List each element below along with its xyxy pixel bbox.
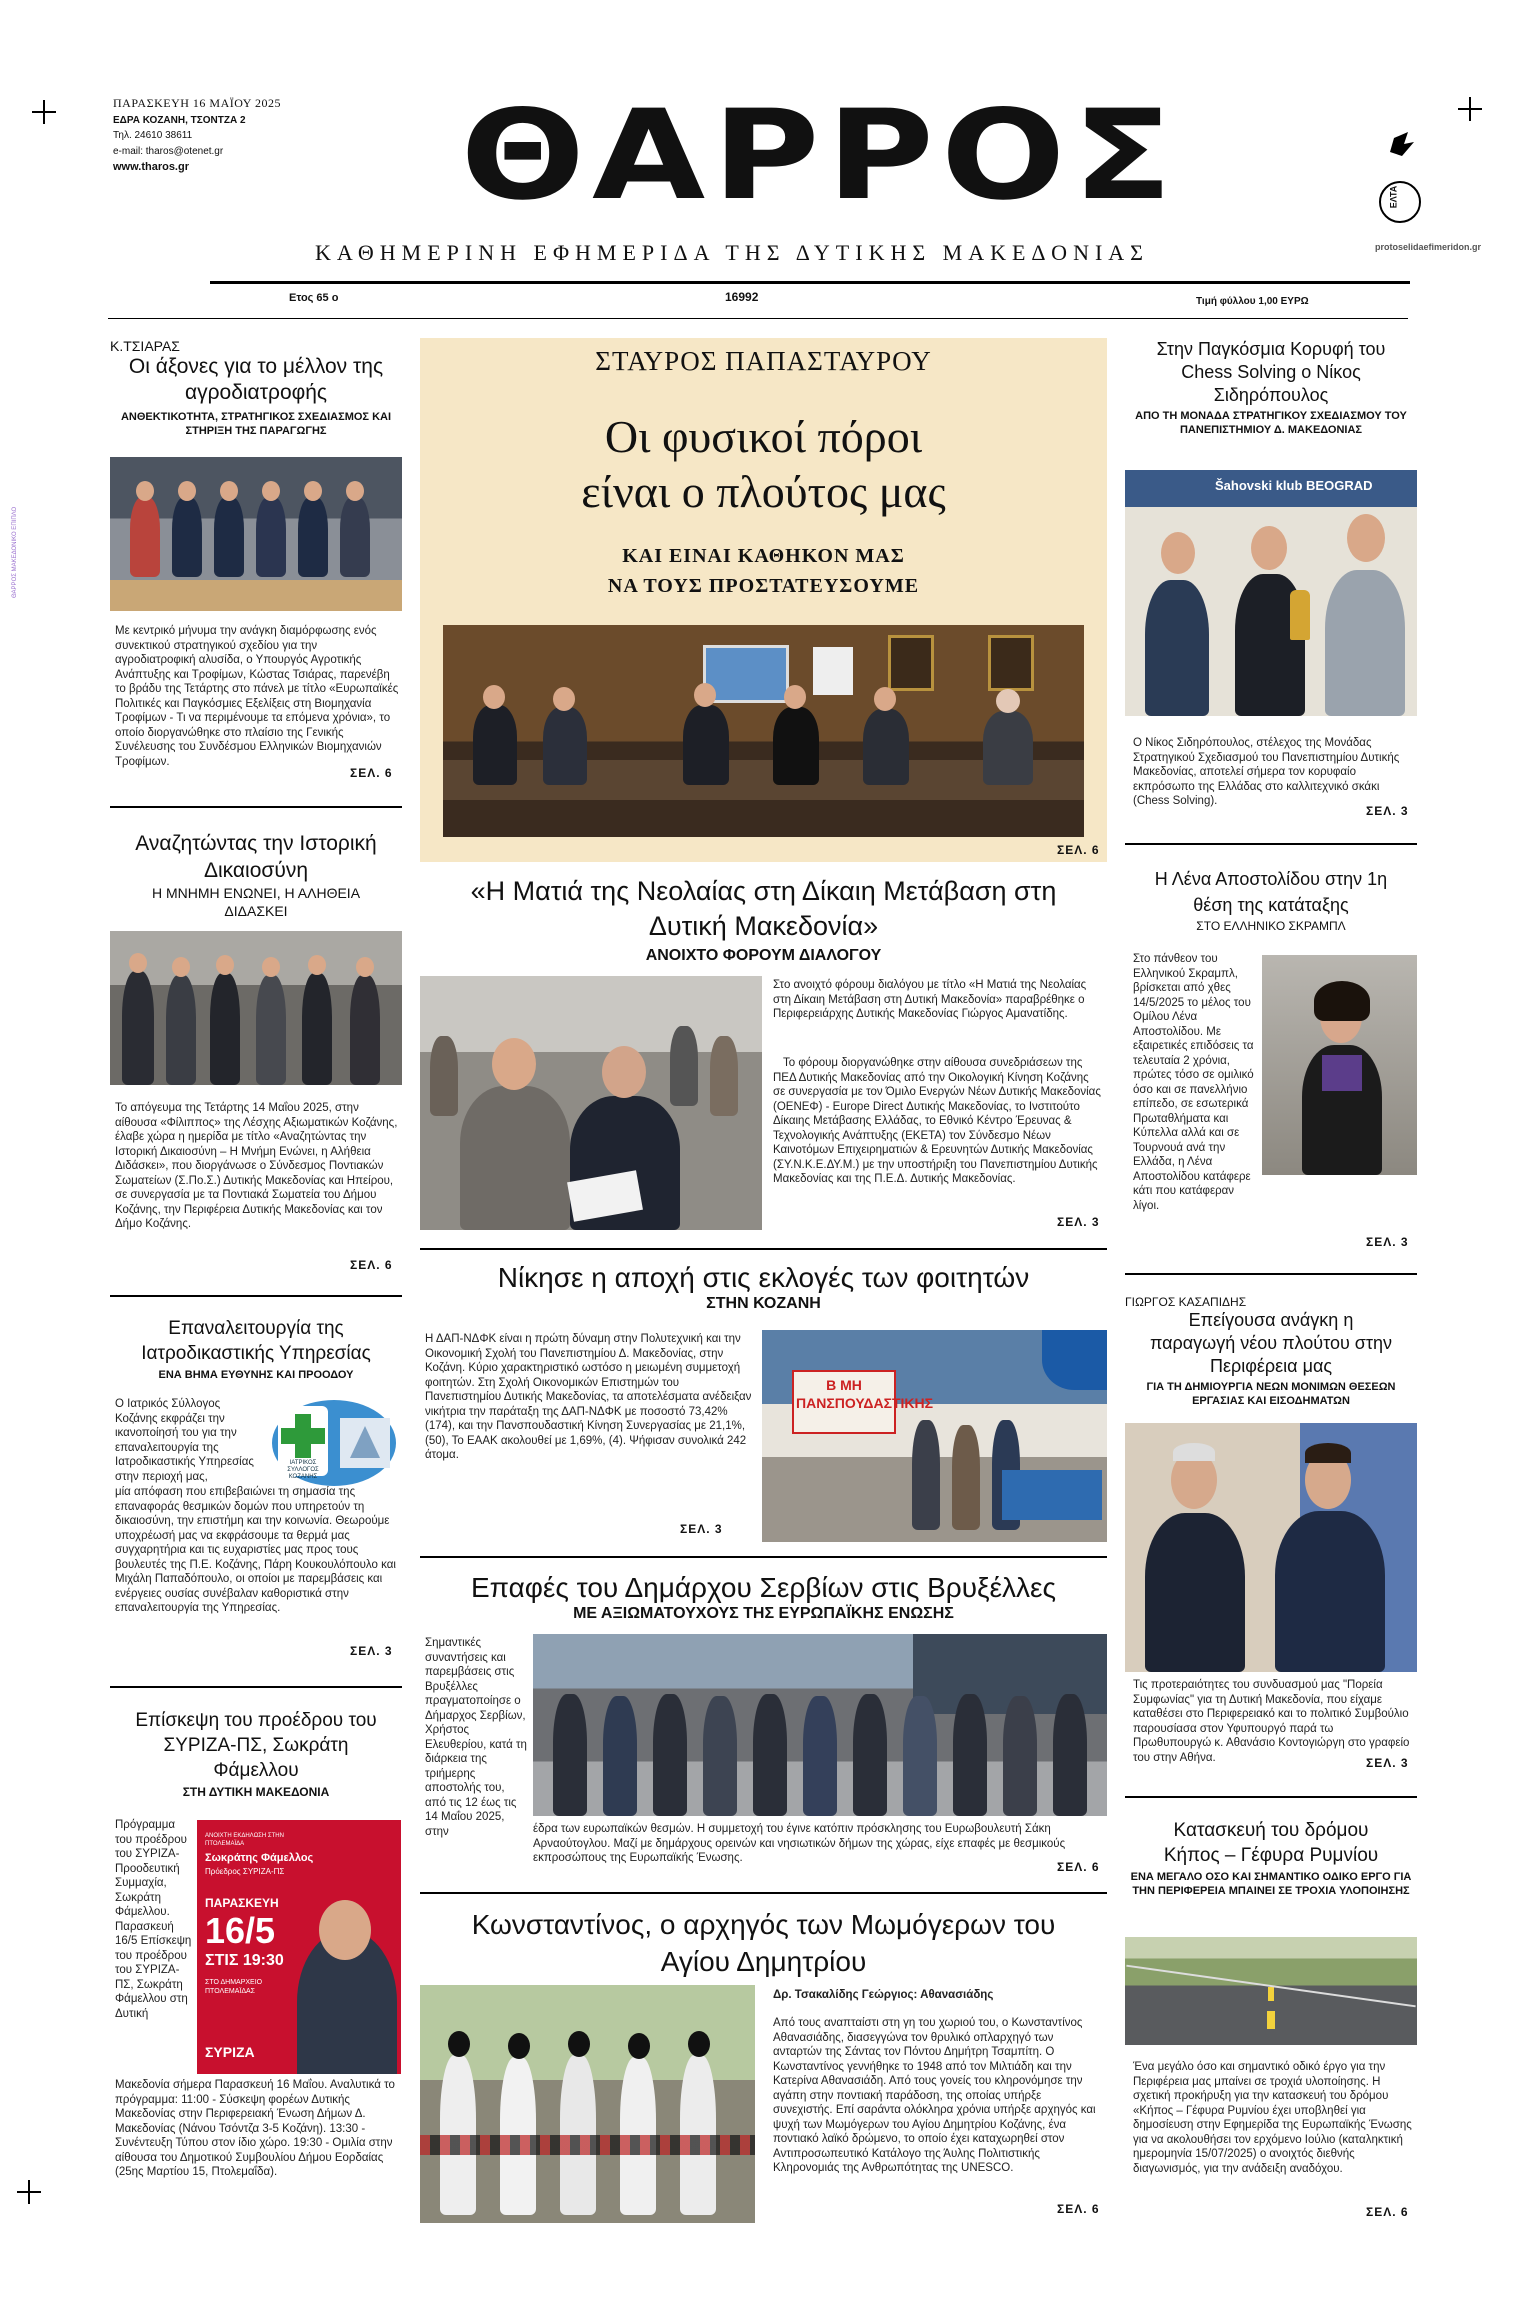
- article-subtitle: ΣΤΟ ΕΛΛΗΝΙΚΟ ΣΚΡΑΜΠΛ: [1196, 919, 1346, 933]
- right-article-1[interactable]: [1125, 338, 1417, 437]
- divider: [420, 1892, 1107, 1894]
- article-author: ΓΙΩΡΓΟΣ ΚΑΣΑΠΙΔΗΣ: [1125, 1295, 1247, 1309]
- article-body: Στο πάνθεον του Ελληνικού Σκραμπλ, βρίσκεται από χθες 14/5/2025 το μέλος του Ομίλου Λένα Αποστολίδου. Με εξαιρετικές επιδόσεις τα τελευταία 2 χρόνια, πρώτες τόσο σε ομιλικό όσο και σε πανελλήνιο επίπεδο, σε εσωτερικά Πρωταθλήματα και Κύπελλα αλλά και σε Τουρνουά ανά την Ελλάδα, η Λένα Αποστολίδου κατάφερε κάτι που κατάφεραν λίγοι.: [1133, 953, 1254, 1212]
- article-title[interactable]: Η Λένα Αποστολίδου στην 1η θέση της κατάταξης: [1154, 869, 1388, 915]
- poster-top: ΑΝΟΙΧΤΗ ΕΚΔΗΛΩΣΗ ΣΤΗΝ ΠΤΟΛΕΜΑΪΔΑ: [205, 1833, 284, 1847]
- article-title[interactable]: Κωνσταντίνος, ο αρχηγός των Μωμόγερων του Αγίου Δημητρίου: [471, 1909, 1056, 1977]
- address: ΕΔΡΑ ΚΟΖΑΝΗ, ΤΣΟΝΤΖΑ 2: [113, 115, 246, 126]
- poster-head: [319, 1900, 371, 1960]
- article-byline: Δρ. Τσακαλίδης Γεώργιος: Αθανασιάδης: [773, 1989, 994, 2001]
- newspaper-logo: ΘΑΡΡΟΣ: [460, 84, 1180, 228]
- article-body: Τις προτεραιότητες του συνδυασμού μας "Πορεία Συμφωνίας" για τη Δυτική Μακεδονία, που είχαμε καταθέσει στο Περιφερειακό και το πολιτικό Συμβούλιο παρουσίασα στον Υφυπουργό παρά τω Πρωθυπουργώ κ. Αθανάσιο Κοντογιώργη στο γραφείο του στην Αθήνα.: [1133, 1679, 1410, 1764]
- left-article-4[interactable]: [110, 1708, 402, 1800]
- protest-banner: Β ΜΗ ΠΑΝΣΠΟΥΔΑΣΤΙΚΗΣ: [796, 1377, 934, 1411]
- article-title[interactable]: Επίσκεψη του προέδρου του ΣΥΡΙΖΑ-ΠΣ, Σωκράτη Φάμελλου: [135, 1710, 377, 1781]
- article-author: Κ.ΤΣΙΑΡΑΣ: [110, 338, 180, 354]
- article-subtitle: Η ΜΝΗΜΗ ΕΝΩΝΕΙ, Η ΑΛΗΘΕΙΑ ΔΙΔΑΣΚΕΙ: [151, 885, 361, 919]
- divider: [110, 1686, 402, 1688]
- article-subtitle: ΕΝΑ ΒΗΜΑ ΕΥΘΥΝΗΣ ΚΑΙ ΠΡΟΟΔΟΥ: [158, 1369, 354, 1381]
- date-rule: [108, 318, 1408, 319]
- left-article-1[interactable]: [110, 338, 402, 438]
- article-title[interactable]: «Η Ματιά της Νεολαίας στη Δίκαιη Μετάβαση στη Δυτική Μακεδονία»: [470, 876, 1057, 941]
- center-article-2[interactable]: [420, 1260, 1107, 1312]
- article-title[interactable]: Οι άξονες για το μέλλον της αγροδιατροφής: [128, 355, 384, 404]
- article-subtitle: ΣΤΗΝ ΚΟΖΑΝΗ: [706, 1295, 821, 1312]
- lead-subtitle-1: ΚΑΙ ΕΙΝΑΙ ΚΑΘΗΚΟΝ ΜΑΣ: [622, 545, 905, 567]
- article-title[interactable]: Κατασκευή του δρόμου Κήπος – Γέφυρα Ρυμνίου: [1163, 1820, 1379, 1866]
- poster-party: ΣΥΡΙΖΑ: [205, 2044, 255, 2060]
- phone: Τηλ. 24610 38611: [113, 130, 193, 141]
- article-title[interactable]: Στην Παγκόσμια Κορυφή του Chess Solving ο Νίκος Σιδηρόπουλος: [1156, 339, 1386, 405]
- article-body: μία απόφαση που επιβεβαιώνει τη σημασία της επαναφοράς θεσμικών δομών που υπηρετούν τη δικαιοσύνη, την επιστήμη και την κοινωνία. Θεωρούμε υποχρέωσή μας να εκφράσουμε τα θερμά μας συγχαρητήρια και τις ευχαριστίες μας προς τους βουλευτές της Π.Ε. Κοζάνης, Πάρη Κουκουλόπουλο και Μιχάλη Παπαδόπουλο, οι οποίοι με παρεμβάσεις και ενέργειες ουσίας συνέβαλαν καθοριστικά στην επαναλειτουργία της Υπηρεσίας.: [115, 1486, 396, 1614]
- brussels-group-photo: [533, 1634, 1107, 1816]
- website[interactable]: www.tharos.gr: [113, 161, 189, 173]
- crop-mark-top-left: [32, 100, 56, 124]
- lead-subtitle-2: ΝΑ ΤΟΥΣ ΠΡΟΣΤΑΤΕΥΣΟΥΜΕ: [607, 575, 920, 597]
- issue-date: ΠΑΡΑΣΚΕΥΗ 16 ΜΑΪΟΥ 2025: [113, 96, 282, 110]
- crop-mark-top-right: [1458, 97, 1482, 121]
- page-ref[interactable]: ΣΕΛ. 6: [1057, 2202, 1100, 2216]
- divider: [110, 1295, 402, 1297]
- article-title[interactable]: Επαφές του Δημάρχου Σερβίων στις Βρυξέλλες: [470, 1572, 1057, 1603]
- page-ref[interactable]: ΣΕΛ. 6: [350, 766, 393, 780]
- article-title[interactable]: Νίκησε η αποχή στις εκλογές των φοιτητών: [497, 1262, 1030, 1293]
- poster-day: ΠΑΡΑΣΚΕΥΗ: [205, 1896, 279, 1910]
- lead-kicker: ΣΤΑΥΡΟΣ ΠΑΠΑΣΤΑΥΡΟΥ: [595, 346, 932, 376]
- page-ref[interactable]: ΣΕΛ. 6: [350, 1258, 393, 1272]
- lead-meeting-photo: [443, 625, 1084, 837]
- year: Ετος 65 ο: [289, 292, 339, 304]
- side-vertical-text: ΘΑΡΡΟΣ ΜΑΚΕΔΟΝΙΚΟ ΕΠΙΠΛΟ: [12, 506, 18, 598]
- center-article-1[interactable]: [420, 874, 1107, 964]
- source-watermark: protoselidaefimeridon.gr: [1375, 242, 1482, 252]
- article-body: Ο Νίκος Σιδηρόπουλος, στέλεχος της Μονάδας Στρατηγικού Σχεδιασμού του Πανεπιστημίου Δυτικής Μακεδονίας, αποτελεί σήμερα τον κορυφαίο εκπρόσωπο της Ελλάδας στο καλλιτεχνικό σκάκι (Chess Solving).: [1133, 737, 1400, 807]
- left-article-3[interactable]: [110, 1316, 402, 1382]
- divider: [1125, 843, 1417, 845]
- center-article-4[interactable]: [420, 1906, 1107, 1980]
- article-subtitle: ΕΝΑ ΜΕΓΑΛΟ ΟΣΟ ΚΑΙ ΣΗΜΑΝΤΙΚΟ ΟΔΙΚΟ ΕΡΓΟ ΓΙΑ ΤΗΝ ΠΕΡΙΦΕΡΕΙΑ ΜΠΑΙΝΕΙ ΣΕ ΤΡΟΧΙΑ ΥΛΟΠΟΙΗΣΗΣ: [1130, 1871, 1412, 1897]
- article-title[interactable]: Επείγουσα ανάγκη η παραγωγή νέου πλούτου στην Περιφέρεια μας: [1149, 1310, 1393, 1376]
- article-body: Η ΔΑΠ-ΝΔΦΚ είναι η πρώτη δύναμη στην Πολυτεχνική και την Οικονομική Σχολή του Πανεπιστημίου Δ. Μακεδονίας, στην Κοζάνη. Κύριο χαρακτηριστικό ωστόσο η μειωμένη συμμετοχή φοιτητών. Στη Σχολή Οικονομικών Επιστημών του Πανεπιστημίου Δυτικής Μακεδονίας, τα αποτελέσματα ανέδειξαν νικήτρια την παράταξη της ΔΑΠ-ΝΔΦΚ με ποσοστό 73,42% (174), και την Πανσπουδαστική Κίνηση Συνεργασίας με 21,1%, (50), Το ΕΑΑΚ ακολουθεί με 1,69%, (4). Ψήφισαν συνολικά 242 άτομα.: [425, 1333, 752, 1461]
- divider: [110, 806, 402, 808]
- elta-stamp: [1378, 130, 1426, 226]
- article-body-1: Στο ανοιχτό φόρουμ διαλόγου με τίτλο «Η Ματιά της Νεολαίας στη Δίκαιη Μετάβαση στη Δυτική Μακεδονία» παραβρέθηκε ο Περιφερειάρχης Δυτικής Μακεδονίας Γιώργος Αμανατίδης.: [773, 979, 1087, 1020]
- price: Τιμή φύλλου 1,00 ΕΥΡΩ: [1196, 296, 1309, 307]
- crop-mark-bottom-left: [17, 2180, 41, 2204]
- poster-place: ΣΤΟ ΔΗΜΑΡΧΕΙΟ ΠΤΟΛΕΜΑΪΔΑΣ: [205, 1979, 263, 1995]
- logo-caption: ΙΑΤΡΙΚΟΣ ΣΥΛΛΟΓΟΣ ΚΟΖΑΝΗΣ: [287, 1460, 319, 1480]
- article-body: Το απόγευμα της Τετάρτης 14 Μαΐου 2025, στην αίθουσα «Φίλιππος» της Λέσχης Αξιωματικών Κοζάνης, έλαβε χώρα η ημερίδα με τίτλο «Αναζητώντας την Ιστορική Δικαιοσύνη – Η Μνήμη Ενώνει, η Αλήθεια Διδάσκει», που διοργάνωσε ο Σύνδεσμος Ποντιακών Σωματείων (Σ.Πο.Σ.) Δυτικής Μακεδονίας και Ηπείρου, σε συνεργασία με τα Ποντιακά Σωματεία του Δήμου Κοζάνης, την Περιφέρεια Δυτικής Μακεδονίας και τον Δήμο Κοζάνης.: [115, 1102, 398, 1230]
- memorial-event-photo: [110, 931, 402, 1085]
- divider: [1125, 1796, 1417, 1798]
- center-article-3[interactable]: [420, 1570, 1107, 1622]
- article-body: Με κεντρικό μήνυμα την ανάγκη διαμόρφωσης ενός συνεκτικού στρατηγικού σχεδίου για την αγροδιατροφική αλυσίδα, ο Υπουργός Αγροτικής Ανάπτυξης και Τροφίμων, Κώστας Τσιάρας, παρενέβη το βράδυ της Τετάρτης στο πάνελ με τίτλο «Ευρωπαϊκές Πολιτικές και Παγκόσμιες Εξελίξεις στη Βιομηχανία Τροφίμων - Τι να περιμένουμε τα επόμενα χρόνια», το οποίο διοργανώθηκε στο πλαίσιο της Γενικής Συνέλευσης του Συνδέσμου Ελληνικών Βιομηχανιών Τροφίμων.: [115, 625, 399, 768]
- right-article-3[interactable]: [1125, 1295, 1417, 1408]
- article-body: Ένα μεγάλο όσο και σημαντικό οδικό έργο για την Περιφέρεια μας μπαίνει σε τροχιά υλοποίησης. Η σχετική προκήρυξη για την κατασκευή του δρόμου «Κήπος – Γέφυρα Ρυμνίου έχει υποβληθεί για δημοσίευση στην Εφημερίδα της Ευρωπαϊκής Ένωσης για να ακολουθήσει τον ερχόμενο Ιούλιο (καταληκτική ημερομηνία 15/07/2025) ο ανοιχτός διεθνής διαγωνισμός, για την ανάδειξη αναδόχου.: [1133, 2061, 1412, 2175]
- divider: [1125, 1273, 1417, 1275]
- issue-number: 16992: [725, 290, 759, 304]
- article-subtitle: ΣΤΗ ΔΥΤΙΚΗ ΜΑΚΕΔΟΝΙΑ: [182, 1785, 330, 1799]
- elta-bird-icon: [1378, 130, 1426, 230]
- article-body-side: Σημαντικές συναντήσεις και παρεμβάσεις στις Βρυξέλλες πραγματοποίησε ο Δήμαρχος Σερβίων, Χρήστος Ελευθερίου, κατά τη διάρκεια της τριήμερης αποστολής του, από τις 12 έως τις 14 Μαΐου 2025, στην: [425, 1637, 527, 1838]
- page-ref[interactable]: ΣΕΛ. 6: [1057, 843, 1100, 857]
- chess-banner: Šahovski klub BEOGRAD: [1215, 478, 1373, 493]
- article-title[interactable]: Αναζητώντας την Ιστορική Δικαιοσύνη: [135, 832, 377, 882]
- scrabble-player-photo: [1262, 955, 1417, 1175]
- panel-discussion-photo: [110, 457, 402, 611]
- divider: [420, 1248, 1107, 1250]
- poster-name: Σωκράτης Φάμελλος: [205, 1852, 314, 1864]
- page-ref[interactable]: ΣΕΛ. 3: [350, 1644, 393, 1658]
- article-body: Μακεδονία σήμερα Παρασκευή 16 Μαΐου. Αναλυτικά το πρόγραμμα: 11:00 - Σύσκεψη φορέων Δυτικής Μακεδονίας στην Περιφερειακή Ένωση Δήμων Δ. Μακεδονίας (Νάνου Τσόντζα 3-5 Κοζάνη). 13:30 - Συνέντευξη Τύπου στον ίδιο χώρο. 19:30 - Ομιλία στην αίθουσα του Δημοτικού Συμβουλίου Δήμου Εορδαίας (25ης Μαρτίου 15, Πτολεμαΐδα).: [115, 2079, 395, 2178]
- page-ref[interactable]: ΣΕΛ. 3: [1366, 1235, 1409, 1249]
- article-subtitle: ΓΙΑ ΤΗ ΔΗΜΙΟΥΡΓΙΑ ΝΕΩΝ ΜΟΝΙΜΩΝ ΘΕΣΕΩΝ ΕΡΓΑΣΙΑΣ ΚΑΙ ΕΙΣΟΔΗΜΑΤΩΝ: [1146, 1381, 1396, 1407]
- left-article-2[interactable]: [110, 830, 402, 920]
- momogeri-photo: [420, 1985, 755, 2223]
- divider: [420, 1556, 1107, 1558]
- page-ref[interactable]: ΣΕΛ. 3: [1366, 804, 1409, 818]
- lead-title-line-2[interactable]: είναι ο πλούτος μας: [581, 466, 946, 517]
- poster-role: Πρόεδρος ΣΥΡΙΖΑ-ΠΣ: [205, 1867, 285, 1876]
- masthead-rule: [210, 281, 1410, 284]
- poster-time: ΣΤΙΣ 19:30: [205, 1952, 284, 1969]
- chess-winners-photo: [1125, 470, 1417, 716]
- article-body-top: Ο Ιατρικός Σύλλογος Κοζάνης εκφράζει την ικανοποίησή του για την επαναλειτουργία της Ιατροδικαστικής Υπηρεσίας στην περιοχή μας,: [115, 1398, 254, 1483]
- road-photo: [1125, 1937, 1417, 2045]
- syriza-event-poster: [197, 1820, 401, 2074]
- right-article-4[interactable]: [1125, 1818, 1417, 1898]
- page-ref[interactable]: ΣΕΛ. 6: [1366, 2205, 1409, 2219]
- article-subtitle: ΑΠΟ ΤΗ ΜΟΝΑΔΑ ΣΤΡΑΤΗΓΙΚΟΥ ΣΧΕΔΙΑΣΜΟΥ ΤΟΥ ΠΑΝΕΠΙΣΤΗΜΙΟΥ Δ. ΜΑΚΕΔΟΝΙΑΣ: [1135, 410, 1407, 436]
- article-body-2: Το φόρουμ διοργανώθηκε στην αίθουσα συνεδριάσεων της ΠΕΔ Δυτικής Μακεδονίας από την Οικολογική Κίνηση Κοζάνης σε συνεργασία με τον Όμιλο Ενεργών Νέων Δυτικής Μακεδονίας (ΟΕΝΕΦ) - Europe Direct Δυτικής Μακεδονίας, το Ινστιτούτο Δίκαιης Μετάβασης Ελλάδας, το Εθνικό Κέντρο Έρευνας & Τεχνολογικής Ανάπτυξης (ΕΚΕΤΑ) τον Σύνδεσμο Νέων Καινοτόμων Επιχειρηματιών & Ερευνητών Δυτικής Μακεδονίας (ΣΥ.Ν.Κ.Ε.ΔΥ.Μ.) με την υποστήριξη του Πανεπιστημίου Δυτικής Μακεδονίας και της Π.Ε.Δ. Δυτικής Μακεδονίας.: [773, 1057, 1101, 1185]
- page-ref[interactable]: ΣΕΛ. 3: [1057, 1215, 1100, 1229]
- page-ref[interactable]: ΣΕΛ. 3: [1366, 1756, 1409, 1770]
- meeting-minister-photo: [1125, 1423, 1417, 1672]
- student-elections-photo: [762, 1330, 1107, 1542]
- article-title[interactable]: Επαναλειτουργία της Ιατροδικαστικής Υπηρεσίας: [141, 1318, 371, 1364]
- article-subtitle: ΑΝΘΕΚΤΙΚΟΤΗΤΑ, ΣΤΡΑΤΗΓΙΚΟΣ ΣΧΕΔΙΑΣΜΟΣ ΚΑΙ ΣΤΗΡΙΞΗ ΤΗΣ ΠΑΡΑΓΩΓΗΣ: [120, 411, 392, 437]
- email: e-mail: tharos@otenet.gr: [113, 146, 224, 157]
- medical-association-logo: [270, 1398, 398, 1488]
- article-subtitle: ΜΕ ΑΞΙΩΜΑΤΟΥΧΟΥΣ ΤΗΣ ΕΥΡΩΠΑΪΚΗΣ ΕΝΩΣΗΣ: [573, 1605, 954, 1622]
- right-article-2[interactable]: [1125, 866, 1417, 934]
- article-subtitle: ΑΝΟΙΧΤΟ ΦΟΡΟΥΜ ΔΙΑΛΟΓΟΥ: [645, 947, 882, 964]
- page-ref[interactable]: ΣΕΛ. 3: [680, 1522, 723, 1536]
- elta-label: ΕΛΤΑ: [1388, 185, 1399, 209]
- page-ref[interactable]: ΣΕΛ. 6: [1057, 1860, 1100, 1874]
- article-body: έδρα των ευρωπαϊκών θεσμών. Η συμμετοχή του έγινε κατόπιν πρόσκλησης του Ευρωβουλευτή Σάκη Αρναούτογλου. Μαζί με δημάρχους ορεινών και νησιωτικών δήμων της χώρας, είχε επαφές με θεσμικούς εκπροσώπους της Ευρωπαϊκής Ένωσης.: [533, 1823, 1066, 1864]
- article-body-side: Πρόγραμμα του προέδρου του ΣΥΡΙΖΑ-Προοδευτική Συμμαχία, Σωκράτη Φάμελλου. Παρασκευή 16/5 Επίσκεψη του προέδρου του ΣΥΡΙΖΑ-ΠΣ, Σωκράτη Φάμελλου στη Δυτική: [115, 1819, 192, 2020]
- lead-title-line-1[interactable]: Οι φυσικοί πόροι: [604, 411, 923, 462]
- article-body: Από τους αναπταίστι στη γη του χωριού του, ο Κωνσταντίνος Αθανασιάδης, διασεγγώνα τον θρυλικό οπλαρχηγό των ανταρτών της Σάντας τον Πόντου Δημήτρη Τσαμπίτη. Ο Κωνσταντίνος γεννήθηκε το 1948 από τον Μιλτιάδη και την Κατερίνα Αθανασιάδη. Από τους γονείς του κληρονόμησε την αγάπη στην ποντιακή παράδοση, της οποίας υπήρξε συνεχιστής. Επί σαράντα ολόκληρα χρόνια υπήρξε αρχηγός και ψυχή των Μωμόγερων του Αγίου Δημητρίου Κοζάνης, ένα ποντιακό λαϊκό δρώμενο, το οποίο έχει καταχωρηθεί στον Αντιπροσωπευτικό Κατάλογο της Άυλης Πολιτιστικής Κληρονομιάς της Ανθρωπότητας της UNESCO.: [773, 2017, 1096, 2174]
- poster-date: 16/5: [205, 1910, 276, 1951]
- youth-forum-photo: [420, 976, 762, 1230]
- tagline: ΚΑΘΗΜΕΡΙΝΗ ΕΦΗΜΕΡΙΔΑ ΤΗΣ ΔΥΤΙΚΗΣ ΜΑΚΕΔΟΝΙΑΣ: [315, 240, 1149, 265]
